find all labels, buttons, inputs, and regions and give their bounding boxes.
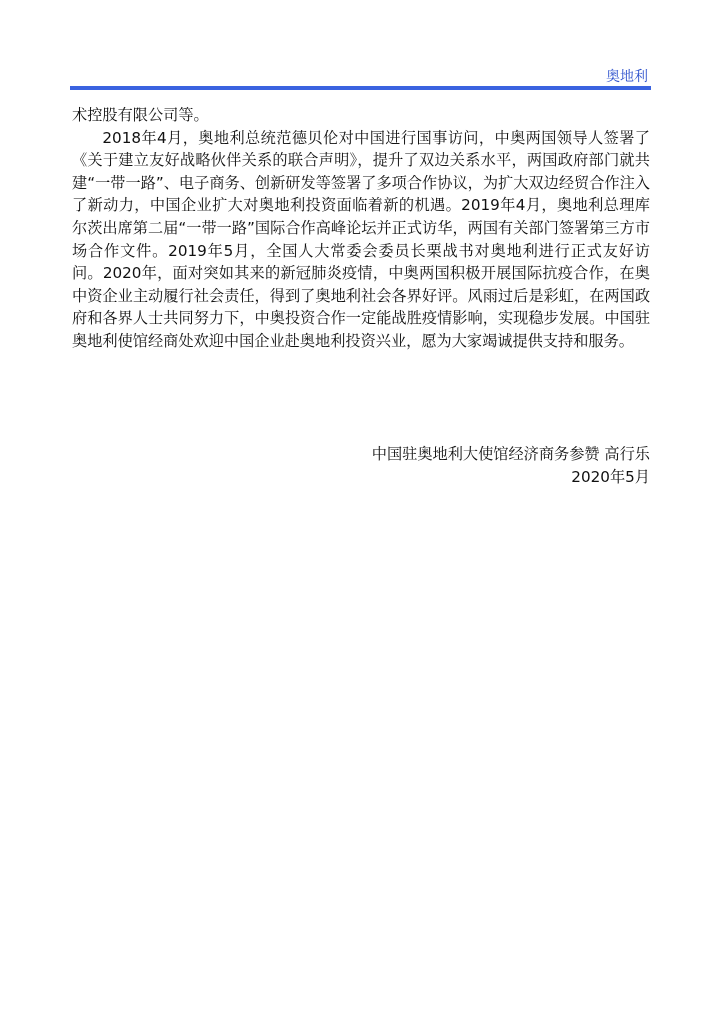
running-header-label: 奥地利 bbox=[606, 69, 648, 85]
continuation-line: 术控股有限公司等。 bbox=[72, 106, 209, 124]
header-rule bbox=[70, 86, 651, 90]
main-paragraph: 2018年4月，奥地利总统范德贝伦对中国进行国事访问，中奥两国领导人签署了《关于建立友好战略伙伴关系的联合声明》，提升了双边关系水平，两国政府部门就共建“一带一路”、电子商务、创新研发等签署了多项合作协议，为扩大双边经贸合作注入了新动力，中国企业扩大对奥地利投资面临着新的机遇。2019年4月，奥地利总理库尔茨出席第二届“一带一路”国际合作高峰论坛并正式访华，两国有关部门签署第三方市场合作文件。2019年5月，全国人大常委会委员长栗战书对奥地利进行正式友好访问。2020年，面对突如其来的新冠肺炎疫情，中奥两国积极开展国际抗疫合作，在奥中资企业主动履行社会责任，得到了奥地利社会各界好评。风雨过后是彩虹，在两国政府和各界人士共同努力下，中奥投资合作一定能战胜疫情影响，实现稳步发展。中国驻奥地利使馆经商处欢迎中国企业赴奥地利投资兴业，愿为大家竭诚提供支持和服务。 bbox=[72, 128, 650, 350]
signature-author: 中国驻奥地利大使馆经济商务参赞 高行乐 bbox=[371, 445, 650, 463]
body-text bbox=[72, 104, 650, 353]
signature-block bbox=[372, 443, 650, 489]
signature-date: 2020年5月 bbox=[571, 468, 650, 486]
